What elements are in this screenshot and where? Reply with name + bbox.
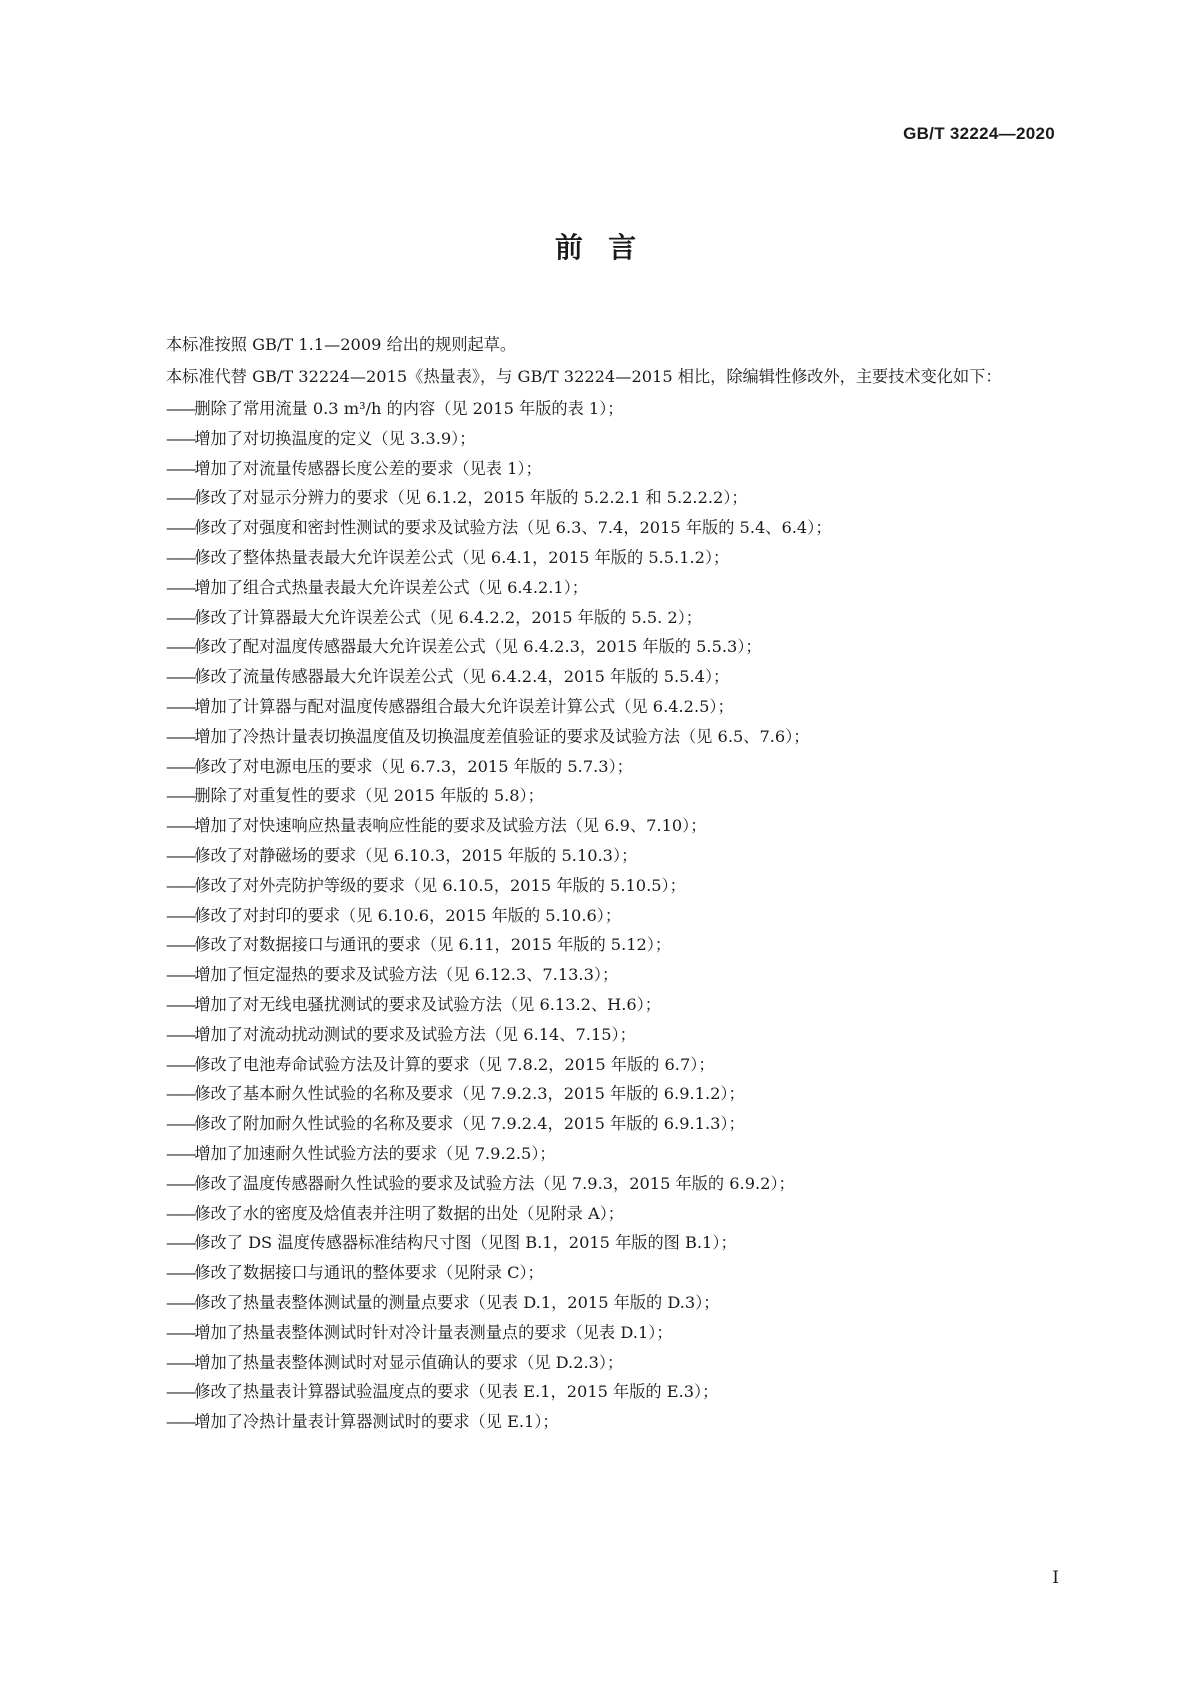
list-item [126, 573, 1064, 603]
list-item [126, 990, 1064, 1020]
list-item-text: 修改了热量表整体测试量的测量点要求（见表 D.1，2015 年版的 D.3）； [194, 1292, 720, 1312]
list-item-text: 修改了 DS 温度传感器标准结构尺寸图（见图 B.1，2015 年版的图 B.1）； [194, 1233, 737, 1253]
list-item [126, 781, 1064, 811]
list-item-dash: —— [166, 1352, 195, 1372]
list-item-text: 增加了热量表整体测试时针对冷计量表测量点的要求（见表 D.1）； [194, 1322, 673, 1342]
list-item [126, 394, 1064, 424]
list-item-text: 修改了流量传感器最大允许误差公式（见 6.4.2.4，2015 年版的 5.5.4）； [194, 667, 730, 687]
list-item [126, 1020, 1064, 1050]
list-item-text: 增加了对快速响应热量表响应性能的要求及试验方法（见 6.9、7.10）； [194, 816, 707, 836]
list-item [126, 752, 1064, 782]
list-item [126, 811, 1064, 841]
list-item-text: 修改了对数据接口与通讯的要求（见 6.11，2015 年版的 5.12）； [194, 935, 672, 955]
list-item [126, 1228, 1064, 1258]
list-item-text: 增加了组合式热量表最大允许误差公式（见 6.4.2.1）； [194, 577, 588, 597]
list-item-text: 删除了常用流量 0.3 m³/h 的内容（见 2015 年版的表 1）； [194, 399, 624, 418]
list-item-dash: —— [166, 845, 195, 865]
list-item [126, 1288, 1064, 1318]
list-item-dash: —— [166, 667, 195, 687]
list-item-dash: —— [166, 637, 195, 657]
list-item-text: 修改了对显示分辨力的要求（见 6.1.2，2015 年版的 5.2.2.1 和 5.2.2.2）； [194, 488, 748, 508]
list-item-dash: —— [166, 756, 195, 776]
list-item-text: 修改了基本耐久性试验的名称及要求（见 7.9.2.3，2015 年版的 6.9.1.2）； [194, 1084, 745, 1104]
list-item-dash: —— [166, 935, 195, 955]
list-item-dash: —— [166, 577, 195, 597]
list-item [126, 483, 1064, 513]
list-item [126, 454, 1064, 484]
list-item-text: 修改了附加耐久性试验的名称及要求（见 7.9.2.4，2015 年版的 6.9.1.3）； [194, 1114, 745, 1134]
standard-code: GB/T 32224—2020 [903, 124, 1055, 143]
list-item-dash: —— [166, 1173, 195, 1193]
list-item-text: 修改了对封印的要求（见 6.10.6，2015 年版的 5.10.6）； [194, 905, 622, 925]
list-item-dash: —— [166, 1322, 195, 1342]
list-item [126, 901, 1064, 931]
list-item-dash: —— [166, 488, 195, 508]
list-item [126, 1079, 1064, 1109]
list-item-dash: —— [166, 786, 195, 806]
list-item-text: 删除了对重复性的要求（见 2015 年版的 5.8）； [194, 786, 544, 806]
foreword-body [126, 330, 1064, 1437]
list-item-text: 修改了热量表计算器试验温度点的要求（见表 E.1，2015 年版的 E.3）； [194, 1382, 719, 1402]
list-item-dash: —— [166, 1143, 195, 1163]
list-item [126, 1050, 1064, 1080]
list-item [126, 543, 1064, 573]
list-item [126, 692, 1064, 722]
list-item-dash: —— [166, 1263, 195, 1283]
list-item [126, 722, 1064, 752]
list-item-text: 增加了计算器与配对温度传感器组合最大允许误差计算公式（见 6.4.2.5）； [194, 696, 734, 716]
list-item-text: 修改了对静磁场的要求（见 6.10.3，2015 年版的 5.10.3）； [194, 845, 638, 865]
intro-paragraph-1: 本标准按照 GB/T 1.1—2009 给出的规则起草。 [166, 335, 517, 354]
list-item-text: 增加了冷热计量表切换温度值及切换温度差值验证的要求及试验方法（见 6.5、7.6）； [194, 726, 810, 746]
list-item-dash: —— [166, 726, 195, 746]
list-item-dash: —— [166, 547, 195, 567]
list-item-dash: —— [166, 696, 195, 716]
list-item-dash: —— [166, 965, 195, 985]
list-item [126, 871, 1064, 901]
list-item [126, 1348, 1064, 1378]
list-item-text: 修改了整体热量表最大允许误差公式（见 6.4.1，2015 年版的 5.5.1.2）； [194, 547, 730, 567]
list-item-text: 增加了对无线电骚扰测试的要求及试验方法（见 6.13.2、H.6）； [194, 994, 661, 1014]
list-item-text: 修改了对外壳防护等级的要求（见 6.10.5，2015 年版的 5.10.5）； [194, 875, 686, 895]
list-item [126, 1407, 1064, 1437]
list-item-dash: —— [166, 399, 195, 418]
list-item-dash: —— [166, 1382, 195, 1402]
list-item-dash: —— [166, 458, 195, 478]
list-item [126, 513, 1064, 543]
list-item-text: 修改了温度传感器耐久性试验的要求及试验方法（见 7.9.3，2015 年版的 6.9.2）； [194, 1173, 795, 1193]
list-item-text: 增加了冷热计量表计算器测试时的要求（见 E.1）； [194, 1412, 559, 1432]
list-item-dash: —— [166, 875, 195, 895]
list-item [126, 1377, 1064, 1407]
list-item-dash: —— [166, 428, 195, 448]
list-item-text: 增加了热量表整体测试时对显示值确认的要求（见 D.2.3）； [194, 1352, 624, 1372]
list-item-dash: —— [166, 1292, 195, 1312]
list-item-text: 修改了对强度和密封性测试的要求及试验方法（见 6.3、7.4，2015 年版的 5.4、6.4）； [194, 518, 832, 538]
list-item-text: 增加了加速耐久性试验方法的要求（见 7.9.2.5）； [194, 1143, 556, 1163]
list-item [126, 841, 1064, 871]
list-item-dash: —— [166, 607, 195, 627]
list-item-text: 修改了对电源电压的要求（见 6.7.3，2015 年版的 5.7.3）； [194, 756, 633, 776]
list-item-text: 修改了计算器最大允许误差公式（见 6.4.2.2，2015 年版的 5.5. 2）； [194, 607, 702, 627]
list-item-dash: —— [166, 905, 195, 925]
list-item [126, 424, 1064, 454]
page-number: I [1052, 1568, 1059, 1588]
list-item-text: 增加了恒定湿热的要求及试验方法（见 6.12.3、7.13.3）； [194, 965, 619, 985]
list-item-text: 修改了配对温度传感器最大允许误差公式（见 6.4.2.3，2015 年版的 5.5.3）； [194, 637, 762, 657]
list-item [126, 1318, 1064, 1348]
list-item-dash: —— [166, 1084, 195, 1104]
list-item-text: 增加了对切换温度的定义（见 3.3.9）； [194, 428, 476, 448]
list-item [126, 1258, 1064, 1288]
list-item-dash: —— [166, 816, 195, 836]
list-item [126, 930, 1064, 960]
list-item-dash: —— [166, 1233, 195, 1253]
list-item [126, 603, 1064, 633]
list-item [126, 1139, 1064, 1169]
list-item-text: 修改了水的密度及焓值表并注明了数据的出处（见附录 A）； [194, 1203, 624, 1223]
list-item [126, 662, 1064, 692]
list-item-dash: —— [166, 994, 195, 1014]
list-item-dash: —— [166, 1054, 195, 1074]
list-item-text: 修改了电池寿命试验方法及计算的要求（见 7.8.2，2015 年版的 6.7）； [194, 1054, 715, 1074]
list-item-dash: —— [166, 518, 195, 538]
list-item-dash: —— [166, 1412, 195, 1432]
list-item-text: 修改了数据接口与通讯的整体要求（见附录 C）； [194, 1263, 544, 1283]
intro-paragraph-2: 本标准代替 GB/T 32224—2015《热量表》，与 GB/T 32224—2015 相比，除编辑性修改外，主要技术变化如下： [166, 367, 1002, 386]
list-item-dash: —— [166, 1203, 195, 1223]
list-item-text: 增加了对流动扰动测试的要求及试验方法（见 6.14、7.15）； [194, 1024, 636, 1044]
page-title: 前言 [554, 231, 662, 264]
list-item [126, 1199, 1064, 1229]
list-item [126, 632, 1064, 662]
list-item-dash: —— [166, 1024, 195, 1044]
change-list [126, 394, 1064, 1437]
list-item-dash: —— [166, 1114, 195, 1134]
list-item [126, 1169, 1064, 1199]
list-item [126, 1109, 1064, 1139]
list-item-text: 增加了对流量传感器长度公差的要求（见表 1）； [194, 458, 542, 478]
list-item [126, 960, 1064, 990]
